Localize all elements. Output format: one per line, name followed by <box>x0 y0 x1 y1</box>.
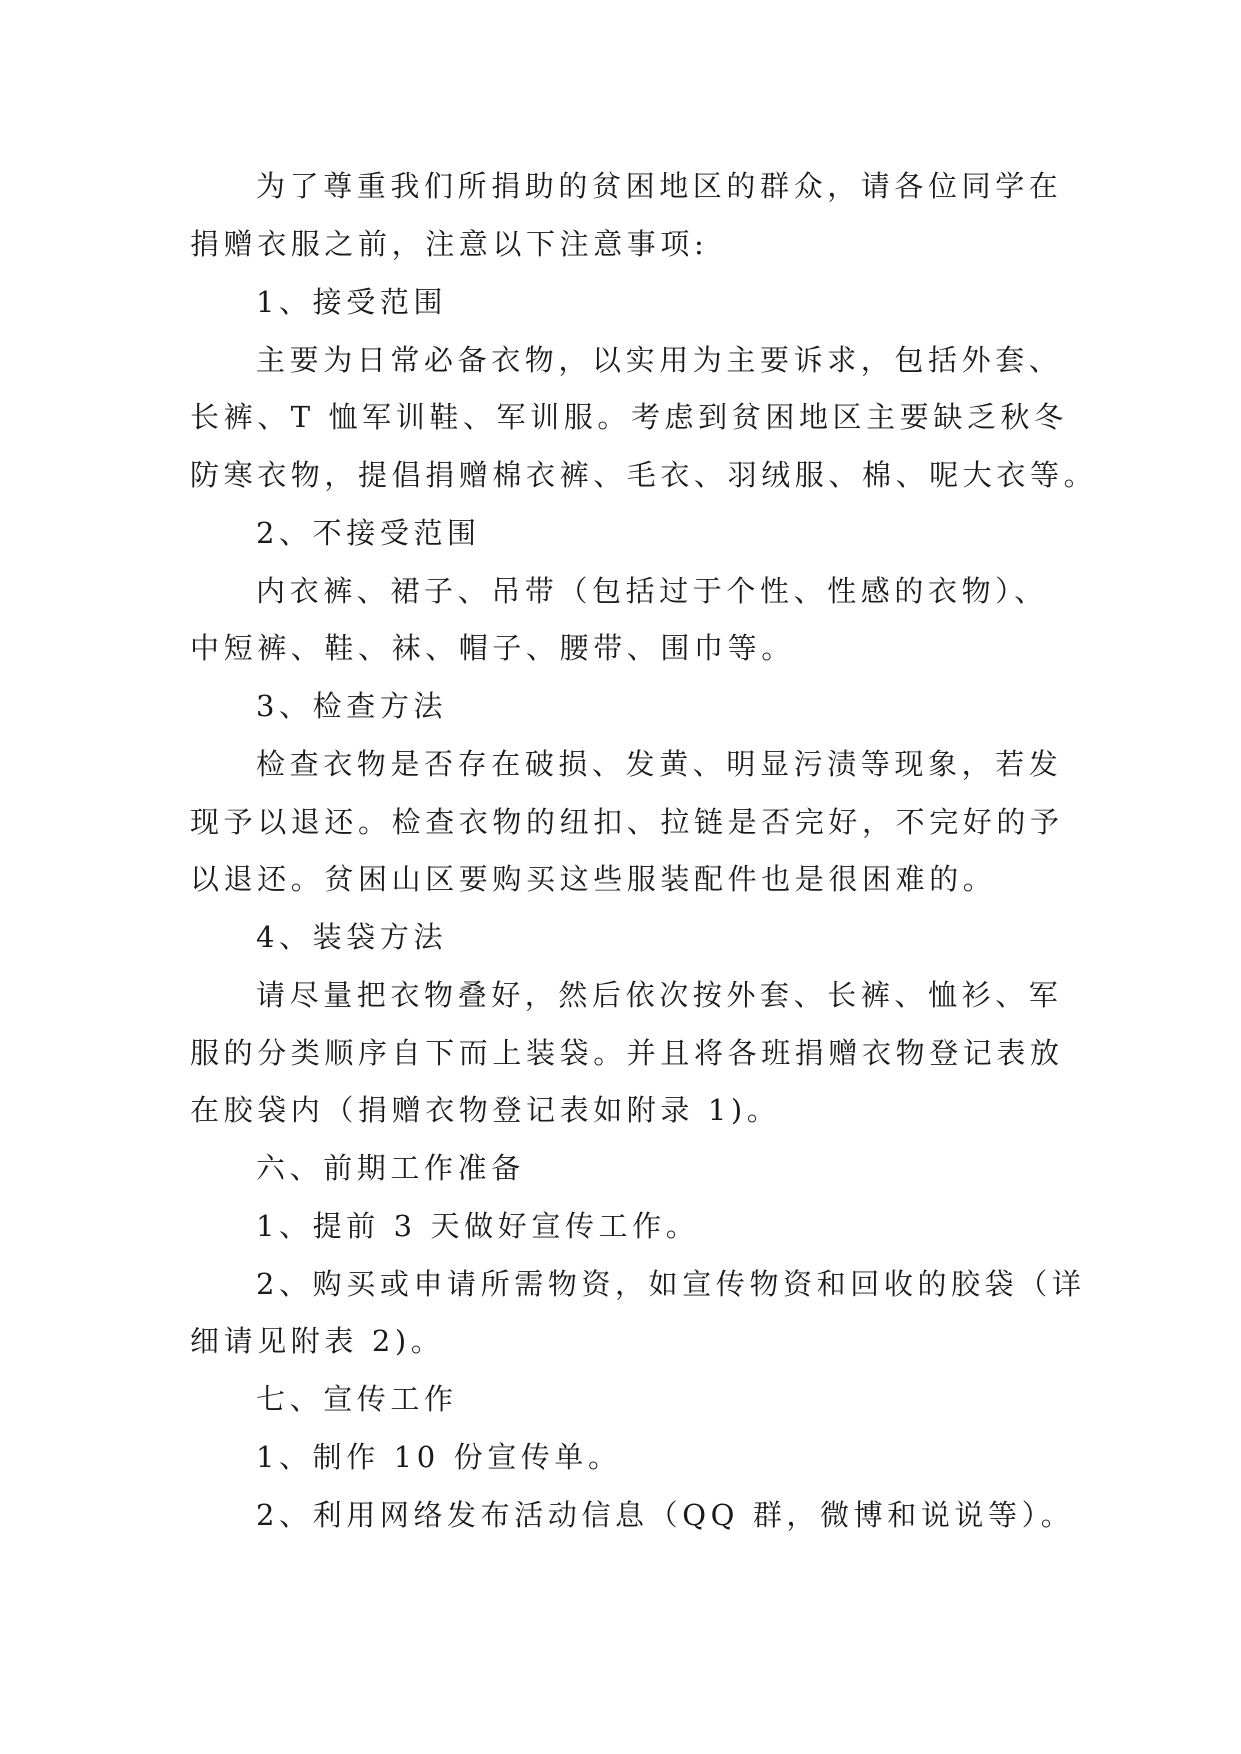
paragraph-line: 检查衣物是否存在破损、发黄、明显污渍等现象，若发 <box>256 747 1063 781</box>
paragraph-line: 长裤、T 恤军训鞋、军训服。考虑到贫困地区主要缺乏秋冬 <box>190 400 1068 434</box>
paragraph-line: 服的分类顺序自下而上装袋。并且将各班捐赠衣物登记表放 <box>190 1036 1064 1070</box>
list-item: 2、购买或申请所需物资，如宣传物资和回收的胶袋（详 <box>256 1267 1086 1301</box>
section-heading: 3、检查方法 <box>256 689 448 723</box>
section-heading: 六、前期工作准备 <box>256 1151 525 1185</box>
paragraph-line: 以退还。贫困山区要购买这些服装配件也是很困难的。 <box>190 862 997 896</box>
section-heading: 1、接受范围 <box>256 285 448 319</box>
paragraph-line: 在胶袋内（捐赠衣物登记表如附录 1)。 <box>190 1093 781 1127</box>
paragraph-line: 现予以退还。检查衣物的纽扣、拉链是否完好，不完好的予 <box>190 805 1064 839</box>
list-item: 1、提前 3 天做好宣传工作。 <box>256 1209 700 1243</box>
list-item: 2、利用网络发布活动信息（QQ 群，微博和说说等）。 <box>256 1498 1075 1532</box>
section-heading: 七、宣传工作 <box>256 1382 458 1416</box>
paragraph-line: 防寒衣物，提倡捐赠棉衣裤、毛衣、羽绒服、棉、呢大衣等。 <box>190 458 1098 492</box>
paragraph-line: 捐赠衣服之前，注意以下注意事项: <box>190 227 709 261</box>
section-heading: 2、不接受范围 <box>256 516 481 550</box>
paragraph-line: 主要为日常必备衣物，以实用为主要诉求，包括外套、 <box>256 343 1063 377</box>
paragraph-line: 细请见附表 2)。 <box>190 1324 445 1358</box>
paragraph-line: 为了尊重我们所捐助的贫困地区的群众，请各位同学在 <box>256 169 1063 203</box>
paragraph-line: 中短裤、鞋、袜、帽子、腰带、围巾等。 <box>190 631 795 665</box>
paragraph-line: 内衣裤、裙子、吊带（包括过于个性、性感的衣物）、 <box>256 574 1048 608</box>
list-item: 1、制作 10 份宣传单。 <box>256 1440 622 1474</box>
paragraph-line: 请尽量把衣物叠好，然后依次按外套、长裤、恤衫、军 <box>256 978 1063 1012</box>
section-heading: 4、装袋方法 <box>256 920 448 954</box>
